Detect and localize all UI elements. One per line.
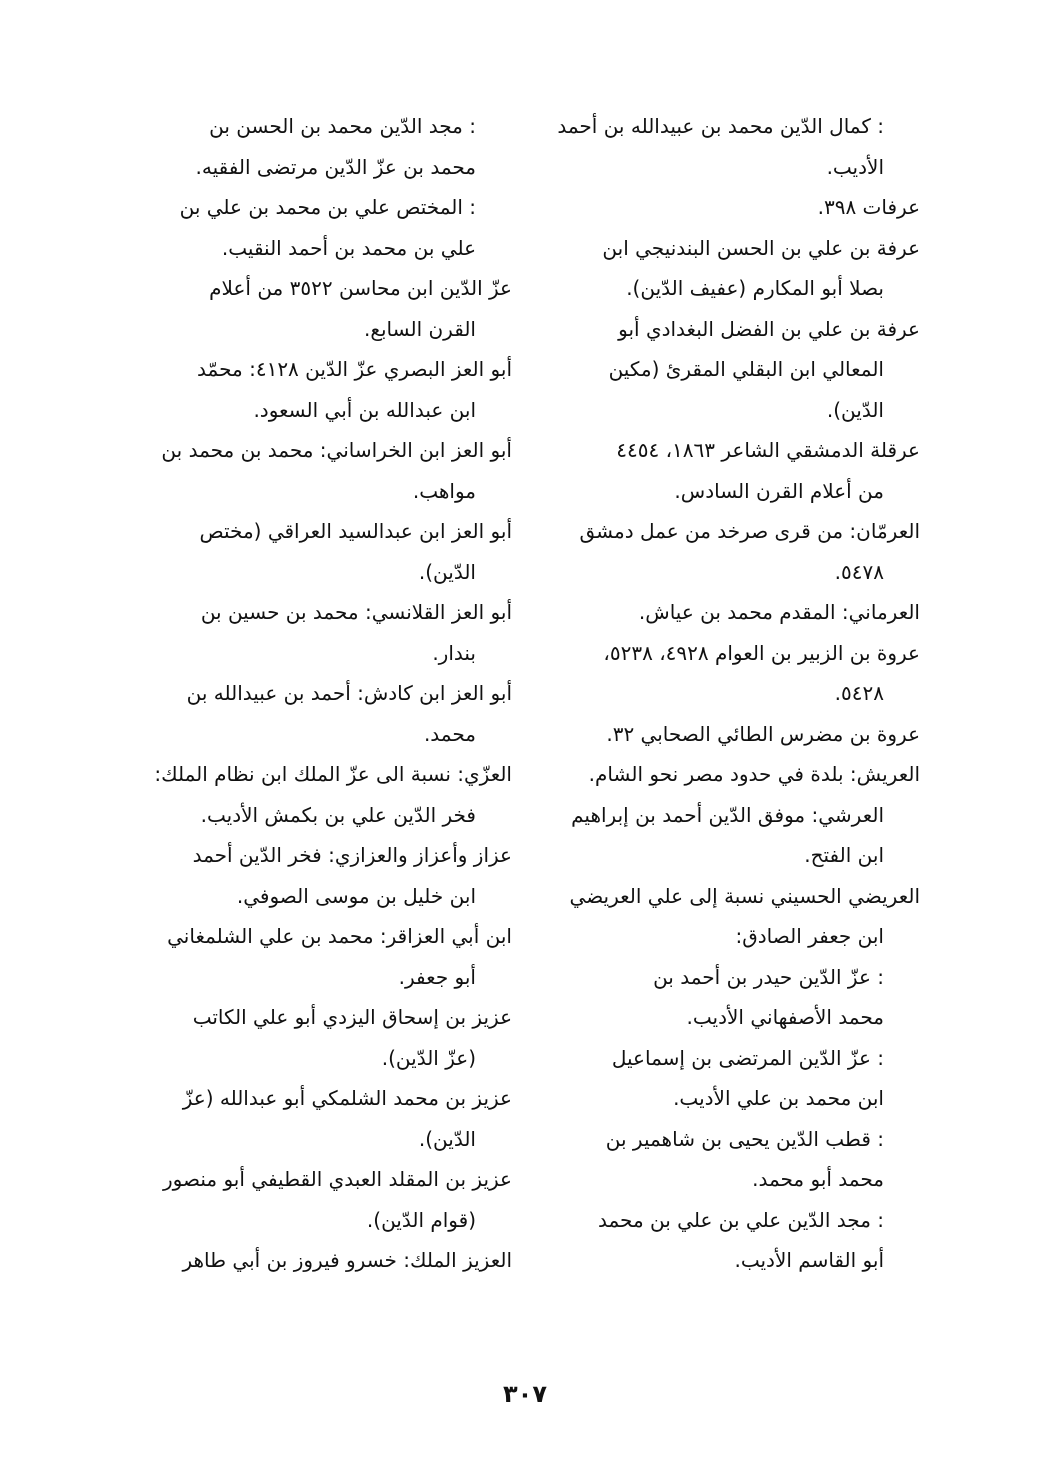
index-line: أبو العز البصري عزّ الدّين ٤١٢٨: محمّد bbox=[197, 357, 512, 381]
index-line: العزيز الملك: خسرو فيروز بن أبي طاهر bbox=[182, 1248, 512, 1272]
index-line: أبو العز ابن الخراساني: محمد بن محمد بن bbox=[161, 438, 512, 462]
index-line: عزّ الدّين ابن محاسن ٣٥٢٢ من أعلام bbox=[209, 276, 512, 300]
index-line: فخر الدّين علي بن بكمش الأديب. bbox=[200, 802, 476, 827]
index-column-right bbox=[520, 106, 920, 1281]
index-line: محمد بن عزّ الدّين مرتضى الفقيه. bbox=[195, 154, 476, 179]
index-line: أبو القاسم الأديب. bbox=[734, 1248, 884, 1272]
index-line: (قوام الدّين). bbox=[366, 1207, 476, 1232]
index-line: من أعلام القرن السادس. bbox=[674, 478, 884, 503]
index-column-left bbox=[112, 106, 512, 1281]
index-line: ٥٤٧٨. bbox=[834, 559, 884, 584]
index-line: العزّي: نسبة الى عزّ الملك ابن نظام الملك: bbox=[154, 762, 512, 786]
index-line: عرفة بن علي بن الحسن البندنيجي ابن bbox=[602, 235, 920, 260]
index-line: الدّين). bbox=[826, 397, 884, 422]
index-line: : عزّ الدّين حيدر بن أحمد بن bbox=[653, 964, 884, 989]
index-line: محمد الأصفهاني الأديب. bbox=[686, 1005, 884, 1029]
index-line: عروة بن الزبير بن العوام ٤٩٢٨، ٥٢٣٨، bbox=[603, 640, 920, 665]
index-line: أبو العز ابن عبدالسيد العراقي (مختص bbox=[199, 519, 512, 543]
index-line: : المختص علي بن محمد بن علي بن bbox=[179, 195, 476, 219]
index-line: عروة بن مضرس الطائي الصحابي ٣٢. bbox=[606, 721, 920, 746]
index-line: المعالي ابن البقلي المقرئ (مكين bbox=[608, 357, 884, 381]
index-line: العرماني: المقدم محمد بن عياش. bbox=[638, 600, 920, 624]
index-line: ابن أبي العزاقر: محمد بن علي الشلمغاني bbox=[167, 924, 512, 948]
index-line: ٥٤٢٨. bbox=[834, 681, 884, 705]
index-line: الأديب. bbox=[826, 154, 884, 179]
index-line: بصلا أبو المكارم (عفيف الدّين). bbox=[626, 276, 884, 300]
index-line: عرفة بن علي بن الفضل البغدادي أبو bbox=[618, 316, 920, 341]
index-line: : مجد الدّين محمد بن الحسن بن bbox=[209, 114, 476, 138]
index-line: العريضي الحسيني نسبة إلى علي العريضي bbox=[569, 883, 920, 908]
index-line: عرقلة الدمشقي الشاعر ١٨٦٣، ٤٤٥٤ bbox=[616, 438, 920, 462]
page-number: ٣٠٧ bbox=[503, 1380, 547, 1408]
index-line: أبو جعفر. bbox=[398, 964, 476, 989]
index-line: القرن السابع. bbox=[363, 316, 476, 341]
index-line: : كمال الدّين محمد بن عبيدالله بن أحمد bbox=[557, 114, 884, 138]
index-line: : عزّ الدّين المرتضى بن إسماعيل bbox=[611, 1045, 884, 1070]
index-line: ابن محمد بن علي الأديب. bbox=[673, 1086, 884, 1110]
index-line: : قطب الدّين يحيى بن شاهمير بن bbox=[605, 1126, 884, 1151]
index-line: محمد. bbox=[423, 721, 476, 746]
index-line: الدّين). bbox=[418, 1126, 476, 1151]
index-line: : مجد الدّين علي بن علي بن محمد bbox=[597, 1207, 884, 1232]
index-line: عزيز بن إسحاق اليزدي أبو علي الكاتب bbox=[192, 1005, 512, 1029]
index-line: أبو العز ابن كادش: أحمد بن عبيدالله بن bbox=[186, 681, 512, 705]
index-line: محمد أبو محمد. bbox=[752, 1167, 884, 1191]
index-line: ابن الفتح. bbox=[804, 843, 884, 867]
index-line: العرشي: موفق الدّين أحمد بن إبراهيم bbox=[571, 802, 884, 827]
index-line: العريش: بلدة في حدود مصر نحو الشام. bbox=[588, 762, 920, 786]
index-line: ابن خليل بن موسى الصوفي. bbox=[236, 883, 476, 908]
index-line: ابن جعفر الصادق: bbox=[735, 924, 884, 948]
index-line: أبو العز القلانسي: محمد بن حسين بن bbox=[200, 600, 512, 624]
index-line: العرمّان: من قرى صرخد من عمل دمشق bbox=[579, 519, 920, 543]
index-line: عزاز وأعزاز والعزازي: فخر الدّين أحمد bbox=[192, 843, 512, 867]
index-line: (عزّ الدّين). bbox=[381, 1045, 476, 1070]
index-line: مواهب. bbox=[412, 478, 476, 503]
index-line: ابن عبدالله بن أبي السعود. bbox=[253, 397, 476, 422]
index-line: علي بن محمد بن أحمد النقيب. bbox=[221, 235, 476, 260]
index-line: عزيز بن محمد الشلمكي أبو عبدالله (عزّ bbox=[182, 1086, 512, 1110]
index-line: عرفات ٣٩٨. bbox=[817, 195, 920, 219]
index-line: عزيز بن المقلد العبدي القطيفي أبو منصور bbox=[163, 1167, 512, 1191]
index-line: الدّين). bbox=[418, 559, 476, 584]
index-line: بندار. bbox=[432, 640, 476, 665]
